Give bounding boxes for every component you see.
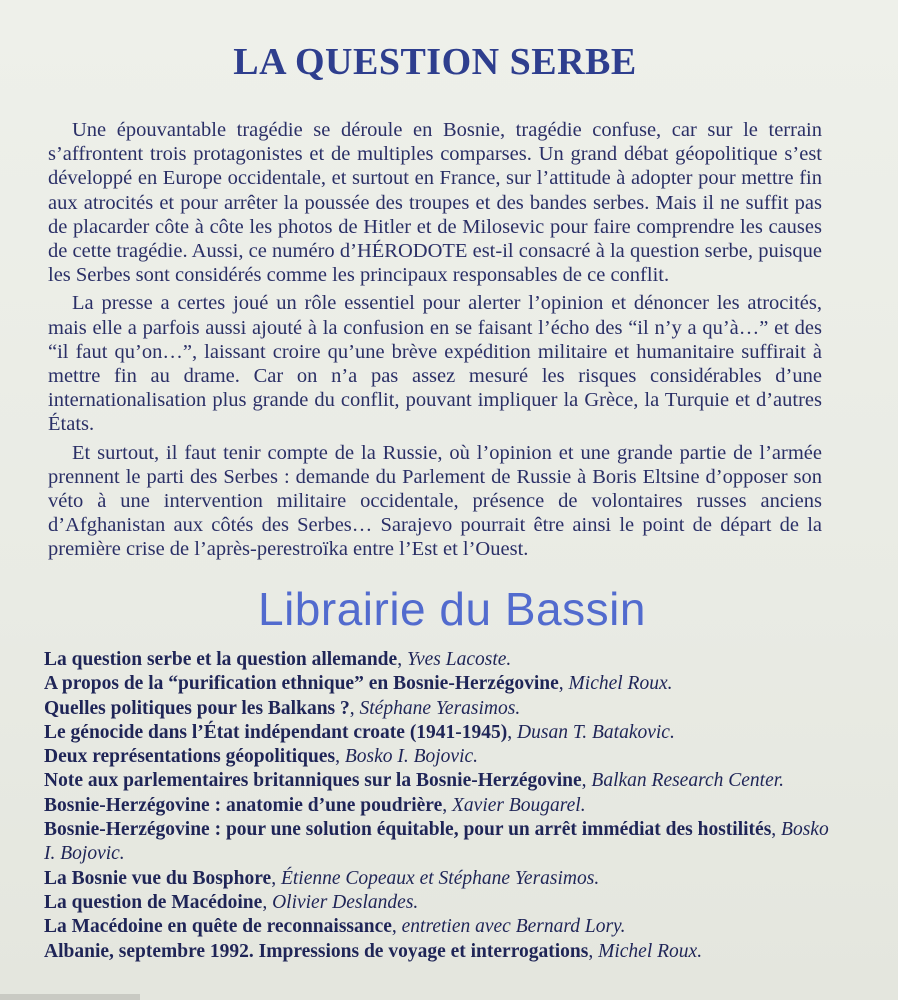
toc-title: Albanie, septembre 1992. Impressions de voyage et interrogations: [44, 940, 589, 962]
toc-entry: A propos de la “purification ethnique” en Bosnie-Herzégovine, Michel Roux.: [44, 673, 673, 695]
toc-entry: Le génocide dans l’État indépendant croate (1941-1945), Dusan T. Batakovic.: [44, 721, 675, 743]
toc-author: Balkan Research Center.: [591, 770, 785, 792]
toc-entry: Note aux parlementaires britanniques sur la Bosnie-Herzégovine, Balkan Research Center.: [44, 770, 785, 792]
toc-entry: Deux représentations géopolitiques, Bosko I. Bojovic.: [44, 746, 479, 768]
toc-title: La question serbe et la question allemande: [44, 649, 398, 670]
toc-title: Note aux parlementaires britanniques sur la Bosnie-Herzégovine: [44, 770, 582, 792]
toc-title: Quelles politiques pour les Balkans ?: [44, 697, 350, 719]
toc-entry: La Bosnie vue du Bosphore, Étienne Copeaux et Stéphane Yerasimos.: [44, 867, 600, 889]
page-title: LA QUESTION SERBE: [233, 41, 637, 83]
toc-entry: Bosnie-Herzégovine : anatomie d’une poudrière, Xavier Bougarel.: [44, 794, 586, 816]
toc-author: Stéphane Yerasimos.: [359, 697, 521, 719]
toc-title: Le génocide dans l’État indépendant croate (1941-1945): [44, 721, 508, 743]
toc-entry: La question serbe et la question allemande, Yves Lacoste.: [44, 649, 512, 670]
toc-author: Xavier Bougarel.: [452, 794, 586, 816]
toc-author: Olivier Deslandes.: [272, 891, 419, 913]
toc-author: Bosko I. Bojovic.: [44, 819, 829, 865]
toc-title: A propos de la “purification ethnique” en Bosnie-Herzégovine: [44, 673, 559, 695]
toc-title: La Bosnie vue du Bosphore: [44, 867, 272, 889]
toc-author: Dusan T. Batakovic.: [517, 721, 675, 743]
toc-title: Bosnie-Herzégovine : pour une solution équitable, pour un arrêt immédiat des hostilités: [44, 819, 772, 841]
toc-entry: Albanie, septembre 1992. Impressions de voyage et interrogations, Michel Roux.: [44, 940, 703, 962]
toc-author: Yves Lacoste.: [406, 649, 512, 670]
toc-author: Étienne Copeaux et Stéphane Yerasimos.: [280, 867, 600, 889]
toc-entry: La Macédoine en quête de reconnaissance, entretien avec Bernard Lory.: [44, 916, 626, 938]
table-of-contents: [44, 648, 834, 964]
page-edge-shadow: [0, 994, 140, 1000]
toc-author: Michel Roux.: [568, 673, 673, 695]
toc-entry: Quelles politiques pour les Balkans ?, Stéphane Yerasimos.: [44, 697, 521, 719]
toc-author: entretien avec Bernard Lory.: [401, 916, 626, 938]
toc-title: La question de Macédoine: [44, 891, 263, 913]
toc-author: Michel Roux.: [598, 940, 703, 962]
toc-title: Bosnie-Herzégovine : anatomie d’une poudrière: [44, 794, 443, 816]
toc-entry: La question de Macédoine, Olivier Deslandes.: [44, 891, 419, 913]
paragraph: Et surtout, il faut tenir compte de la Russie, où l’opinion et une grande partie de l’armée prennent le parti des Serbes : demande du Parlement de Russie à Boris Eltsine d’opposer son véto à une intervention militaire occidentale, présence de volontaires russes anciens d’Afghanistan aux côtés des Serbes… Sarajevo pourrait être ainsi le point de départ de la première crise de l’après-perestroïka entre l’Est et l’Ouest.: [48, 441, 822, 561]
toc-author: Bosko I. Bojovic.: [344, 746, 479, 768]
watermark: Librairie du Bassin: [258, 583, 646, 635]
toc-entry: Bosnie-Herzégovine : pour une solution équitable, pour un arrêt immédiat des hostilités, Bosko I. Bojovic.: [44, 819, 829, 865]
paragraph: Une épouvantable tragédie se déroule en Bosnie, tragédie confuse, car sur le terrain s’affrontent trois protagonistes et de multiples comparses. Un grand débat géopolitique s’est développé en Europe occidentale, et surtout en France, sur l’attitude à adopter pour mettre fin aux atrocités et pour arrêter la poussée des troupes et des bandes serbes. Mais il ne suffit pas de placarder côte à côte les photos de Hitler et de Milosevic pour faire comprendre les causes de cette tragédie. Aussi, ce numéro d’HÉRODOTE est-il consacré à la question serbe, puisque les Serbes sont considérés comme les principaux responsables de ce conflit.: [48, 119, 822, 287]
paragraph: La presse a certes joué un rôle essentiel pour alerter l’opinion et dénoncer les atrocités, mais elle a parfois aussi ajouté à la confusion en se faisant l’écho des “il n’y a qu’à…” et des “il faut qu’on…”, laissant croire qu’une brève expédition militaire et humanitaire suffirait à mettre fin au drame. Car on n’a pas assez mesuré les risques considérables d’une internationalisation plus grande du conflit, pouvant impliquer la Grèce, la Turquie et d’autres États.: [48, 292, 822, 436]
summary-text: [48, 118, 822, 562]
toc-title: Deux représentations géopolitiques: [44, 746, 336, 768]
toc-title: La Macédoine en quête de reconnaissance: [44, 916, 392, 938]
